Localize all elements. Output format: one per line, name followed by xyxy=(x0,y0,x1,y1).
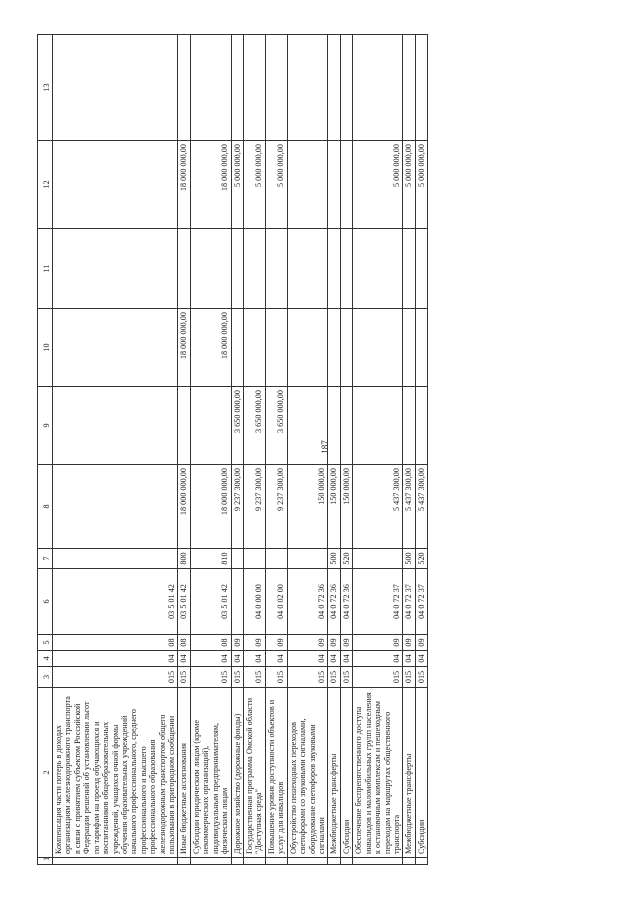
table-cell xyxy=(231,858,243,865)
table-row xyxy=(178,35,190,865)
table-cell xyxy=(265,309,287,387)
table-cell: 500 xyxy=(403,549,415,569)
table-cell: 04 0 72 36 xyxy=(287,569,328,635)
table-row xyxy=(328,35,340,865)
table-cell xyxy=(287,141,328,229)
table-cell: 18 000 000,00 xyxy=(178,141,190,229)
table-cell: 04 0 72 36 xyxy=(340,569,352,635)
header-cell: 4 xyxy=(38,651,53,667)
table-cell: 03 5 01 42 xyxy=(190,569,231,635)
table-cell: 04 xyxy=(340,651,352,667)
table-cell: 04 xyxy=(231,651,243,667)
table-cell xyxy=(328,141,340,229)
table-cell: 015 xyxy=(178,667,190,688)
table-cell: 015 xyxy=(403,667,415,688)
table-cell: 500 xyxy=(328,549,340,569)
table-cell xyxy=(353,858,403,865)
table-cell xyxy=(287,549,328,569)
table-cell xyxy=(53,858,178,865)
table-cell xyxy=(178,858,190,865)
header-cell: 13 xyxy=(38,35,53,141)
table-cell xyxy=(244,309,266,387)
table-cell: 04 xyxy=(178,651,190,667)
table-cell: 5 000 000,00 xyxy=(231,141,243,229)
table-cell xyxy=(244,35,266,141)
table-cell xyxy=(328,35,340,141)
table-cell: 18 000 000,00 xyxy=(178,309,190,387)
table-cell xyxy=(403,35,415,141)
table-cell xyxy=(231,569,243,635)
table-cell: 015 xyxy=(287,667,328,688)
table-cell: 150 000,00 xyxy=(328,465,340,549)
table-cell: 09 xyxy=(415,635,427,651)
table-cell xyxy=(231,35,243,141)
table-cell xyxy=(353,387,403,465)
table-cell: 08 xyxy=(190,635,231,651)
table-cell xyxy=(403,309,415,387)
table-cell: 015 xyxy=(244,667,266,688)
table-row xyxy=(353,35,403,865)
table-row xyxy=(53,35,178,865)
table-cell: 04 xyxy=(265,651,287,667)
header-row xyxy=(38,35,53,865)
table-cell: 18 000 000,00 xyxy=(190,465,231,549)
table-cell xyxy=(353,229,403,309)
row-name: Субсидии юридическим лицам (кроме некоммерческих организаций), индивидуальным предпринимателям, физическим лицам xyxy=(190,688,231,858)
table-cell: 015 xyxy=(190,667,231,688)
table-cell: 04 0 00 00 xyxy=(244,569,266,635)
table-cell xyxy=(353,309,403,387)
table-cell: 09 xyxy=(340,635,352,651)
table-cell: 04 xyxy=(353,651,403,667)
table-cell xyxy=(53,549,178,569)
table-cell: 520 xyxy=(340,549,352,569)
table-cell xyxy=(53,465,178,549)
table-cell xyxy=(415,309,427,387)
table-cell: 18 000 000,00 xyxy=(190,309,231,387)
rotated-table-container xyxy=(37,35,532,865)
table-cell: 015 xyxy=(328,667,340,688)
table-cell xyxy=(415,35,427,141)
table-cell xyxy=(231,309,243,387)
header-cell: 12 xyxy=(38,141,53,229)
table-cell: 09 xyxy=(231,635,243,651)
table-cell: 09 xyxy=(328,635,340,651)
table-cell xyxy=(231,229,243,309)
table-row xyxy=(190,35,231,865)
table-cell xyxy=(415,387,427,465)
table-cell xyxy=(340,309,352,387)
table-cell xyxy=(265,229,287,309)
table-cell: 520 xyxy=(415,549,427,569)
header-cell: 6 xyxy=(38,569,53,635)
table-cell: 5 437 300,00 xyxy=(415,465,427,549)
row-name: Обустройство пешеходных переходов светофорами со звуковыми сигналами, оборудование светофоров звуковыми сигналами xyxy=(287,688,328,858)
table-cell: 09 xyxy=(265,635,287,651)
table-cell xyxy=(265,35,287,141)
table-cell xyxy=(415,858,427,865)
table-cell xyxy=(328,858,340,865)
table-cell xyxy=(53,309,178,387)
table-cell: 015 xyxy=(53,667,178,688)
table-cell xyxy=(287,858,328,865)
header-cell: 10 xyxy=(38,309,53,387)
table-cell xyxy=(340,141,352,229)
table-cell: 09 xyxy=(353,635,403,651)
table-cell: 5 000 000,00 xyxy=(353,141,403,229)
table-cell: 04 0 72 37 xyxy=(403,569,415,635)
table-cell: 09 xyxy=(403,635,415,651)
table-cell xyxy=(178,35,190,141)
table-cell: 03 5 01 42 xyxy=(178,569,190,635)
table-cell: 015 xyxy=(415,667,427,688)
table-cell xyxy=(178,387,190,465)
table-cell: 04 xyxy=(244,651,266,667)
table-cell: 04 0 72 37 xyxy=(415,569,427,635)
table-cell xyxy=(287,229,328,309)
table-cell xyxy=(190,387,231,465)
header-cell: 3 xyxy=(38,667,53,688)
table-row xyxy=(244,35,266,865)
table-row xyxy=(231,35,243,865)
table-cell: 04 0 72 36 xyxy=(328,569,340,635)
table-cell xyxy=(53,229,178,309)
table-cell xyxy=(53,387,178,465)
table-cell xyxy=(53,35,178,141)
table-cell: 04 xyxy=(287,651,328,667)
header-cell: 9 xyxy=(38,387,53,465)
table-row xyxy=(265,35,287,865)
table-cell xyxy=(244,229,266,309)
table-cell xyxy=(244,549,266,569)
table-cell: 04 0 02 00 xyxy=(265,569,287,635)
table-cell xyxy=(415,229,427,309)
row-name: Компенсация части потерь в доходах организациям железнодорожного транспорта в связи с принятием субъектом Российской Федерации решений об установлении льгот по тарифам на проезд обучающихся и воспитанников общеобразовательных учреждений, учащихся очной формы обучения образовательных учреждений начального профессионального, среднего профессионального и высшего профессионального образования железнодорожным транспортом общего пользования в пригородном сообщении xyxy=(53,688,178,858)
budget-table xyxy=(37,34,428,865)
table-cell: 04 xyxy=(415,651,427,667)
table-cell: 9 237 300,00 xyxy=(244,465,266,549)
table-cell xyxy=(178,229,190,309)
row-name: Повышение уровня доступности объектов и услуг для инвалидов xyxy=(265,688,287,858)
table-cell: 04 xyxy=(403,651,415,667)
table-cell xyxy=(328,309,340,387)
table-cell: 08 xyxy=(53,635,178,651)
table-cell xyxy=(340,35,352,141)
row-name: Обеспечение беспрепятственного доступа инвалидов и маломобильных групп населения к остановочным комплексам и пешеходным переходам на маршрутах общественного транспорта xyxy=(353,688,403,858)
row-name: Межбюджетные трансферты xyxy=(328,688,340,858)
table-cell xyxy=(353,549,403,569)
table-cell xyxy=(403,229,415,309)
table-cell: 03 5 01 42 xyxy=(53,569,178,635)
table-cell xyxy=(190,858,231,865)
header-cell: 1 xyxy=(38,858,53,865)
table-cell xyxy=(190,229,231,309)
table-cell xyxy=(340,387,352,465)
table-cell: 08 xyxy=(178,635,190,651)
table-cell: 015 xyxy=(340,667,352,688)
row-name: Субсидии xyxy=(340,688,352,858)
row-name: Межбюджетные трансферты xyxy=(403,688,415,858)
table-cell xyxy=(287,309,328,387)
table-cell: 09 xyxy=(287,635,328,651)
table-row xyxy=(403,35,415,865)
table-cell: 09 xyxy=(244,635,266,651)
table-cell: 9 237 300,00 xyxy=(265,465,287,549)
table-cell: 04 xyxy=(328,651,340,667)
table-cell: 5 437 300,00 xyxy=(353,465,403,549)
table-cell: 5 000 000,00 xyxy=(403,141,415,229)
table-cell: 5 000 000,00 xyxy=(265,141,287,229)
table-cell: 810 xyxy=(190,549,231,569)
row-name: Дорожное хозяйство (дорожные фонды) xyxy=(231,688,243,858)
table-cell xyxy=(403,858,415,865)
table-cell: 150 000,00 xyxy=(340,465,352,549)
table-cell: 015 xyxy=(231,667,243,688)
table-cell: 015 xyxy=(265,667,287,688)
table-cell: 5 437 300,00 xyxy=(403,465,415,549)
table-cell xyxy=(328,229,340,309)
table-cell: 04 xyxy=(190,651,231,667)
header-cell: 11 xyxy=(38,229,53,309)
table-cell: 3 650 000,00 xyxy=(265,387,287,465)
table-cell: 800 xyxy=(178,549,190,569)
table-cell: 04 0 72 37 xyxy=(353,569,403,635)
table-cell: 5 000 000,00 xyxy=(244,141,266,229)
header-cell: 2 xyxy=(38,688,53,858)
table-cell xyxy=(287,387,328,465)
table-cell xyxy=(53,141,178,229)
table-cell xyxy=(328,387,340,465)
header-cell: 7 xyxy=(38,549,53,569)
table-cell: 9 237 300,00 xyxy=(231,465,243,549)
table-cell xyxy=(403,387,415,465)
page-number: 187 xyxy=(319,440,330,454)
row-name: Субсидии xyxy=(415,688,427,858)
table-cell xyxy=(244,858,266,865)
table-cell xyxy=(265,858,287,865)
row-name: Государственная программа Омской области "Доступная среда" xyxy=(244,688,266,858)
table-cell xyxy=(231,549,243,569)
table-cell xyxy=(340,229,352,309)
table-cell xyxy=(190,35,231,141)
table-row xyxy=(340,35,352,865)
table-cell xyxy=(340,858,352,865)
header-cell: 5 xyxy=(38,635,53,651)
table-cell: 3 650 000,00 xyxy=(231,387,243,465)
table-cell: 015 xyxy=(353,667,403,688)
table-cell: 3 650 000,00 xyxy=(244,387,266,465)
table-row xyxy=(415,35,427,865)
table-cell xyxy=(353,35,403,141)
table-cell: 04 xyxy=(53,651,178,667)
table-row xyxy=(287,35,328,865)
table-cell xyxy=(287,35,328,141)
table-cell: 5 000 000,00 xyxy=(415,141,427,229)
table-cell: 18 000 000,00 xyxy=(190,141,231,229)
table-cell: 18 000 000,00 xyxy=(178,465,190,549)
row-name: Иные бюджетные ассигнования xyxy=(178,688,190,858)
header-cell: 8 xyxy=(38,465,53,549)
table-cell: 150 000,00 xyxy=(287,465,328,549)
table-cell xyxy=(265,549,287,569)
